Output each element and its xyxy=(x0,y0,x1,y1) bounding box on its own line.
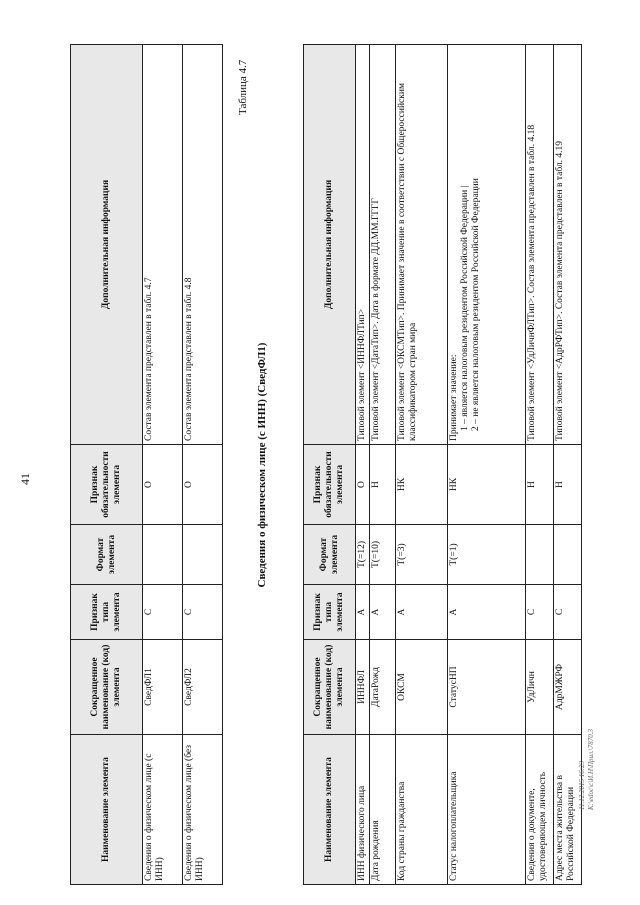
cell-type: С xyxy=(143,585,183,640)
cell-required: Н xyxy=(526,445,554,525)
page-number: 41 xyxy=(18,473,32,485)
stamp-line: К:\edoc\c\И.Н\Прил.\7870.3 xyxy=(587,729,595,810)
header-info: Дополнительная информация xyxy=(71,45,143,445)
cell-type: А xyxy=(448,585,526,640)
cell-info xyxy=(448,45,526,445)
cell-type: А xyxy=(396,585,448,640)
cell-required: О xyxy=(183,445,223,525)
cell-format xyxy=(183,525,223,585)
header-code: Сокращенное наименование (код) элемента xyxy=(304,640,356,735)
header-format: Формат элемента xyxy=(304,525,356,585)
cell-code: ДатаРожд xyxy=(370,640,396,735)
cell-name: Адрес места жительства в Российской Федерации xyxy=(554,735,582,885)
header-format: Формат элемента xyxy=(71,525,143,585)
info-line: 2 – не является налоговым резидентом Российской Федерации xyxy=(471,178,481,431)
cell-format: T(=1) xyxy=(448,525,526,585)
table-caption: Сведения о физическом лице (с ИНН) (СведФЛ1) xyxy=(256,342,268,588)
info-line: 1 – является налоговым резидентом Российской Федерации | xyxy=(460,185,470,431)
cell-name: Дата рождения xyxy=(370,735,396,885)
cell-name: ИНН физического лица xyxy=(356,735,370,885)
header-type: Признак типа элемента xyxy=(71,585,143,640)
header-required: Признак обязательности элемента xyxy=(71,445,143,525)
header-name: Наименование элемента xyxy=(304,735,356,885)
header-code: Сокращенное наименование (код) элемента xyxy=(71,640,143,735)
table-row xyxy=(370,45,396,885)
cell-info: Состав элемента представлен в табл. 4.7 xyxy=(143,45,183,445)
cell-format: T(=10) xyxy=(370,525,396,585)
cell-info: Типовой элемент <ОКСМТип>. Принимает значение в соответствии с Общероссийским классификатором стран мира xyxy=(396,45,448,445)
cell-format xyxy=(526,525,554,585)
cell-code: СведФЛ1 xyxy=(143,640,183,735)
cell-format xyxy=(554,525,582,585)
cell-name: Код страны гражданства xyxy=(396,735,448,885)
header-type: Признак типа элемента xyxy=(304,585,356,640)
header-info: Дополнительная информация xyxy=(304,45,356,445)
cell-required: Н xyxy=(370,445,396,525)
individual-info-table xyxy=(303,44,582,885)
header-required: Признак обязательности элемента xyxy=(304,445,356,525)
cell-code: АдрМЖРФ xyxy=(554,640,582,735)
cell-format: T(=3) xyxy=(396,525,448,585)
document-stamp xyxy=(578,729,596,810)
table-header-row xyxy=(304,45,356,885)
table-row xyxy=(356,45,370,885)
table-header-row xyxy=(71,45,143,885)
cell-code: СведФЛ2 xyxy=(183,640,223,735)
header-name: Наименование элемента xyxy=(71,735,143,885)
cell-required: Н xyxy=(554,445,582,525)
cell-required: О xyxy=(356,445,370,525)
table-row xyxy=(448,45,526,885)
cell-name: Статус налогоплательщика xyxy=(448,735,526,885)
table-row xyxy=(396,45,448,885)
cell-required: НК xyxy=(448,445,526,525)
cell-code: ОКСМ xyxy=(396,640,448,735)
cell-info: Типовой элемент <АдрРФТип>. Состав элемента представлен в табл. 4.19 xyxy=(554,45,582,445)
cell-info: Состав элемента представлен в табл. 4.8 xyxy=(183,45,223,445)
cell-info: Типовой элемент <ИННФЛТип> xyxy=(356,45,370,445)
cell-name: Сведения о документе, удостоверяющем личность xyxy=(526,735,554,885)
cell-format: T(=12) xyxy=(356,525,370,585)
cell-type: С xyxy=(526,585,554,640)
cell-type: А xyxy=(370,585,396,640)
cell-required: НК xyxy=(396,445,448,525)
cell-type: С xyxy=(554,585,582,640)
cell-code: УдЛичн xyxy=(526,640,554,735)
table-row xyxy=(183,45,223,885)
cell-format xyxy=(143,525,183,585)
cell-type: А xyxy=(356,585,370,640)
cell-info: Типовой элемент <ДатаТип>. Дата в формате ДД.ММ.ГГГГ xyxy=(370,45,396,445)
cell-type: С xyxy=(183,585,223,640)
table-row xyxy=(526,45,554,885)
table-row xyxy=(143,45,183,885)
elements-table xyxy=(70,44,223,885)
cell-code: ИННФЛ xyxy=(356,640,370,735)
stamp-line: 11.12.2015 16:23 xyxy=(578,760,586,810)
cell-info: Типовой элемент <УдЛичнФЛТип>. Состав элемента представлен в табл. 4.18 xyxy=(526,45,554,445)
cell-required: О xyxy=(143,445,183,525)
table-label: Таблица 4.7 xyxy=(237,59,249,115)
cell-code: СтатусНП xyxy=(448,640,526,735)
info-line: Принимает значение: xyxy=(449,354,459,441)
cell-name: Сведения о физическом лице (без ИНН) xyxy=(183,735,223,885)
cell-name: Сведения о физическом лице (с ИНН) xyxy=(143,735,183,885)
